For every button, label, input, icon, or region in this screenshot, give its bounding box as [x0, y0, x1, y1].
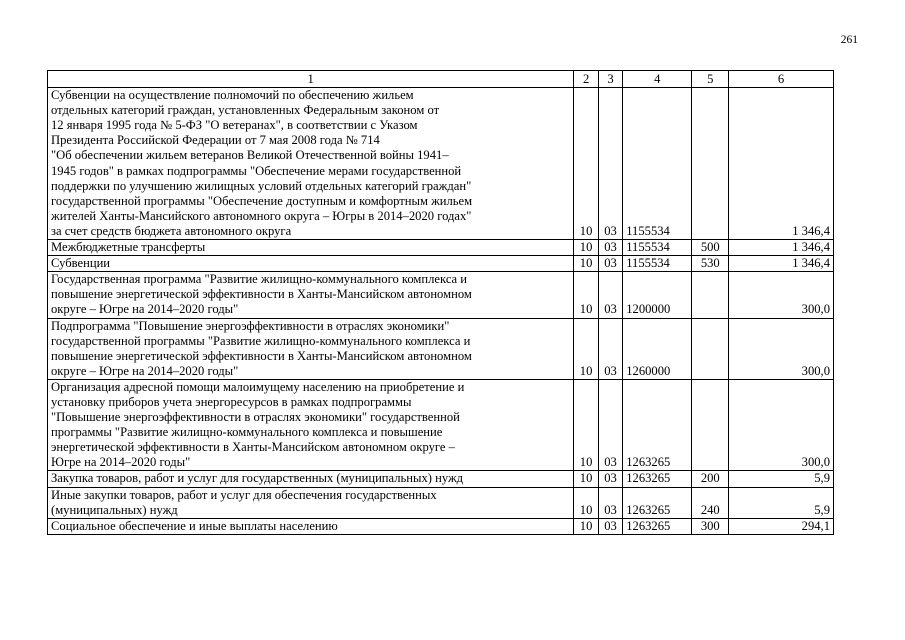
row-target-code-cell: 1155534	[623, 256, 692, 272]
row-subsection-cell: 03	[598, 379, 622, 471]
row-target-code-cell: 1200000	[623, 272, 692, 318]
table-row	[48, 272, 834, 318]
row-name-cell	[48, 471, 574, 487]
row-section-cell: 10	[574, 379, 598, 471]
row-amount-cell: 1 346,4	[729, 240, 834, 256]
table-row	[48, 88, 834, 240]
row-expense-type-cell	[692, 88, 729, 240]
row-name-cell	[48, 318, 574, 379]
table-row	[48, 256, 834, 272]
row-name-line: Государственная программа "Развитие жилищно-коммунального комплекса и	[51, 272, 468, 287]
row-name-cell	[48, 518, 574, 534]
header-col-4: 4	[623, 71, 692, 88]
row-subsection-cell: 03	[598, 256, 622, 272]
row-expense-type-cell: 240	[692, 487, 729, 518]
row-target-code-cell: 1263265	[623, 379, 692, 471]
row-name-line: "Об обеспечении жильем ветеранов Великой Отечественной войны 1941–	[51, 148, 449, 163]
row-section-cell: 10	[574, 518, 598, 534]
row-expense-type-cell: 300	[692, 518, 729, 534]
row-name-line: 1945 годов" в рамках подпрограммы "Обеспечение мерами государственной	[51, 163, 462, 178]
row-name-line: "Повышение энергоэффективности в отраслях экономики" государственной	[51, 410, 460, 425]
row-name-line: повышение энергетической эффективности в Ханты-Мансийском автономном	[51, 348, 472, 363]
row-name-cell	[48, 487, 574, 518]
row-target-code-cell: 1260000	[623, 318, 692, 379]
row-expense-type-cell: 530	[692, 256, 729, 272]
row-name-line: Иные закупки товаров, работ и услуг для обеспечения государственных	[51, 487, 437, 502]
table-header-row	[48, 71, 834, 88]
row-amount-cell: 300,0	[729, 272, 834, 318]
row-name-line: Подпрограмма "Повышение энергоэффективности в отраслях экономики"	[51, 318, 450, 333]
row-subsection-cell: 03	[598, 518, 622, 534]
row-section-cell: 10	[574, 272, 598, 318]
table-row	[48, 518, 834, 534]
row-name-cell	[48, 88, 574, 240]
row-amount-cell: 1 346,4	[729, 256, 834, 272]
header-col-5: 5	[692, 71, 729, 88]
row-amount-cell: 294,1	[729, 518, 834, 534]
table-row	[48, 318, 834, 379]
row-name-line: жителей Ханты-Мансийского автономного округа – Югры в 2014–2020 годах"	[51, 208, 472, 223]
row-target-code-cell: 1263265	[623, 471, 692, 487]
row-target-code-cell: 1263265	[623, 487, 692, 518]
row-section-cell: 10	[574, 240, 598, 256]
row-section-cell: 10	[574, 88, 598, 240]
row-name-line: государственной программы "Обеспечение доступным и комфортным жильем	[51, 193, 473, 208]
page-number: 261	[840, 34, 858, 46]
row-expense-type-cell	[692, 379, 729, 471]
row-name-cell	[48, 379, 574, 471]
row-name-line: Субвенции на осуществление полномочий по обеспечению жильем	[51, 88, 414, 103]
row-target-code-cell: 1263265	[623, 518, 692, 534]
row-name-cell	[48, 240, 574, 256]
row-subsection-cell: 03	[598, 272, 622, 318]
row-section-cell: 10	[574, 318, 598, 379]
row-name-line: округе – Югре на 2014–2020 годы"	[51, 363, 239, 378]
row-target-code-cell: 1155534	[623, 88, 692, 240]
row-target-code-cell: 1155534	[623, 240, 692, 256]
row-name-cell	[48, 256, 574, 272]
row-section-cell: 10	[574, 256, 598, 272]
row-name-line: (муниципальных) нужд	[51, 502, 178, 517]
row-amount-cell: 5,9	[729, 487, 834, 518]
table-row	[48, 240, 834, 256]
header-col-2: 2	[574, 71, 598, 88]
row-subsection-cell: 03	[598, 487, 622, 518]
row-name-line: государственной программы "Развитие жилищно-коммунального комплекса и	[51, 333, 471, 348]
row-name-line: Социальное обеспечение и иные выплаты населению	[51, 518, 338, 533]
row-amount-cell: 300,0	[729, 379, 834, 471]
row-subsection-cell: 03	[598, 240, 622, 256]
header-col-3: 3	[598, 71, 622, 88]
row-name-line: Югре на 2014–2020 годы"	[51, 455, 191, 470]
row-name-line: программы "Развитие жилищно-коммунального комплекса и повышение	[51, 425, 443, 440]
row-name-line: Субвенции	[51, 256, 111, 271]
row-name-cell	[48, 272, 574, 318]
row-section-cell: 10	[574, 471, 598, 487]
row-name-line: энергетической эффективности в Ханты-Мансийском автономном округе –	[51, 440, 455, 455]
row-name-line: Организация адресной помощи малоимущему населению на приобретение и	[51, 379, 465, 394]
row-name-line: поддержки по улучшению жилищных условий отдельных категорий граждан"	[51, 178, 472, 193]
row-section-cell: 10	[574, 487, 598, 518]
row-subsection-cell: 03	[598, 471, 622, 487]
row-name-line: 12 января 1995 года № 5-ФЗ "О ветеранах", в соответствии с Указом	[51, 118, 418, 133]
row-expense-type-cell	[692, 318, 729, 379]
row-subsection-cell: 03	[598, 88, 622, 240]
row-name-line: повышение энергетической эффективности в Ханты-Мансийском автономном	[51, 287, 472, 302]
row-name-line: установку приборов учета энергоресурсов в рамках подпрограммы	[51, 394, 412, 409]
row-name-line: округе – Югре на 2014–2020 годы"	[51, 302, 239, 317]
row-subsection-cell: 03	[598, 318, 622, 379]
table-row	[48, 379, 834, 471]
header-col-6: 6	[729, 71, 834, 88]
row-name-line: Межбюджетные трансферты	[51, 240, 206, 255]
row-name-line: Закупка товаров, работ и услуг для государственных (муниципальных) нужд	[51, 471, 464, 486]
budget-table	[47, 70, 834, 535]
header-col-1: 1	[48, 71, 574, 88]
row-expense-type-cell: 200	[692, 471, 729, 487]
table-row	[48, 487, 834, 518]
row-expense-type-cell: 500	[692, 240, 729, 256]
row-name-line: за счет средств бюджета автономного округа	[51, 223, 292, 238]
row-name-line: Президента Российской Федерации от 7 мая 2008 года № 714	[51, 133, 380, 148]
row-name-line: отдельных категорий граждан, установленных Федеральным законом от	[51, 103, 440, 118]
table-body	[48, 88, 834, 535]
row-amount-cell: 1 346,4	[729, 88, 834, 240]
table-row	[48, 471, 834, 487]
row-amount-cell: 300,0	[729, 318, 834, 379]
row-expense-type-cell	[692, 272, 729, 318]
row-amount-cell: 5,9	[729, 471, 834, 487]
